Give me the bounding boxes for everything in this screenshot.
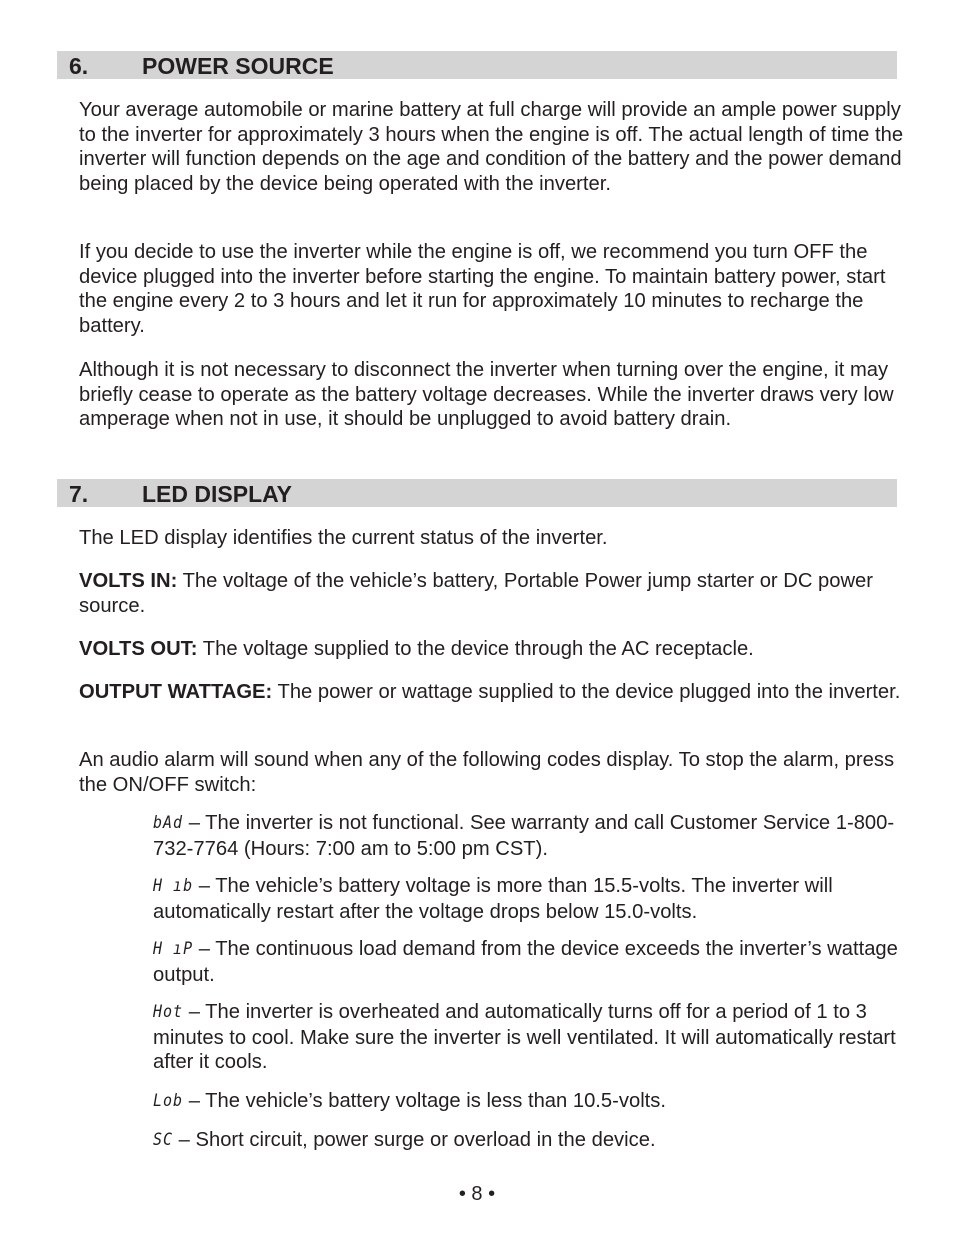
power-source-paragraph-1: Your average automobile or marine battery at full charge will provide an ample power supply to the inverter for approximately 3 hours when the engine is off. The actual length of time the inverter will function depends on the age and condition of the battery and the power demand being placed by the device being operated with the inverter. <box>79 99 904 196</box>
led-code: bAd <box>153 811 184 833</box>
section-header-power-source <box>57 51 897 79</box>
section-title: POWER SOURCE <box>142 53 334 79</box>
page-number: • 8 • <box>458 1183 496 1205</box>
code-item-hot <box>153 1000 913 1075</box>
section-title: LED DISPLAY <box>142 481 292 507</box>
code-description: – The continuous load demand from the device exceeds the inverter’s wattage output. <box>153 938 898 986</box>
power-source-paragraph-3: Although it is not necessary to disconnect the inverter when turning over the engine, it may briefly cease to operate as the battery voltage decreases. While the inverter draws very low amperage when not in use, it should be unplugged to avoid battery drain. <box>79 359 894 431</box>
code-item-sc <box>153 1128 913 1154</box>
code-item-hip <box>153 937 913 987</box>
definition-term: VOLTS OUT: <box>79 638 198 660</box>
code-item-bad <box>153 811 913 861</box>
definition-output-wattage <box>79 680 909 705</box>
led-code: SC <box>153 1128 174 1150</box>
definition-text: The power or wattage supplied to the device plugged into the inverter. <box>272 681 901 703</box>
code-description: – The inverter is overheated and automatically turns off for a period of 1 to 3 minutes to cool. Make sure the inverter is well ventilated. It will automatically restart after it cools. <box>153 1001 896 1074</box>
led-code: Hot <box>153 1000 184 1022</box>
definition-text: The voltage supplied to the device through the AC receptacle. <box>197 638 754 660</box>
section-number: 6. <box>69 53 89 79</box>
code-description: – The vehicle’s battery voltage is more than 15.5-volts. The inverter will automatically restart after the voltage drops below 15.0-volts. <box>153 875 833 923</box>
definition-term: OUTPUT WATTAGE: <box>79 681 273 703</box>
led-code: Lob <box>153 1089 184 1111</box>
power-source-paragraph-2: If you decide to use the inverter while the engine is off, we recommend you turn OFF the device plugged into the inverter before starting the engine. To maintain battery power, start the engine every 2 to 3 hours and let it run for approximately 10 minutes to recharge the battery. <box>79 241 886 338</box>
code-description: – Short circuit, power surge or overload in the device. <box>173 1129 656 1151</box>
led-code: H ıP <box>153 937 194 959</box>
section-number: 7. <box>69 481 89 507</box>
definition-volts-in <box>79 569 909 618</box>
definition-text: The voltage of the vehicle’s battery, Portable Power jump starter or DC power source. <box>79 570 874 617</box>
code-description: – The vehicle’s battery voltage is less than 10.5-volts. <box>183 1090 666 1112</box>
definition-term: VOLTS IN: <box>79 570 178 592</box>
led-code: H ıb <box>153 874 194 896</box>
alarm-description: An audio alarm will sound when any of the following codes display. To stop the alarm, press the ON/OFF switch: <box>79 749 895 796</box>
code-item-lob <box>153 1089 913 1115</box>
led-display-intro: The LED display identifies the current status of the inverter. <box>79 527 608 549</box>
code-description: – The inverter is not functional. See warranty and call Customer Service 1-800-732-7764 (Hours: 7:00 am to 5:00 pm CST). <box>153 812 895 860</box>
definition-volts-out <box>79 637 909 662</box>
section-header-led-display <box>57 479 897 507</box>
code-item-hib <box>153 874 913 924</box>
